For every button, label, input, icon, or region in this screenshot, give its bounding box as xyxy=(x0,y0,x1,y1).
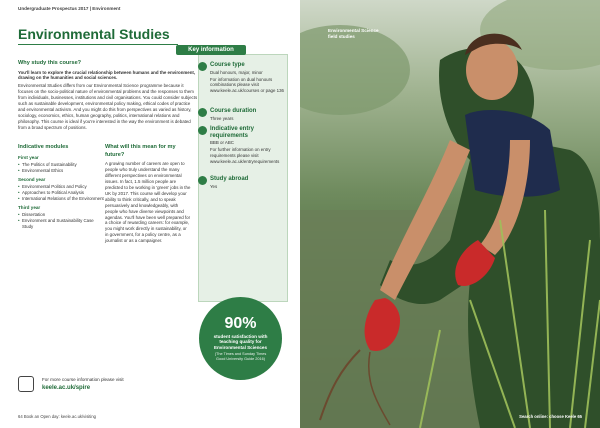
badge-source: (The Times and Sunday Times Good University Guide 2016) xyxy=(214,352,267,361)
satisfaction-badge xyxy=(199,297,282,380)
future-section xyxy=(105,144,191,244)
intro-section xyxy=(18,60,198,131)
field-study-photo xyxy=(300,0,600,428)
info-study-abroad xyxy=(210,176,290,190)
module-item: • Environmental Politics and Policy xyxy=(18,184,104,190)
year-1-label: First year xyxy=(18,154,39,160)
page-title: Environmental Studies xyxy=(18,26,170,42)
running-header: Undergraduate Prospectus 2017 | Environment xyxy=(18,6,121,11)
module-item: • Environmental Ethics xyxy=(18,168,104,174)
info-extra: For information on dual honours combinations please visit www.keele.ac.uk/courses or page 136 xyxy=(210,76,284,94)
module-item: • The Politics of Sustainability xyxy=(18,162,104,168)
course-type-icon xyxy=(198,62,207,71)
more-info xyxy=(18,374,178,396)
year-2-list xyxy=(18,184,104,202)
info-title: Course type xyxy=(210,62,245,68)
photo-page xyxy=(300,0,600,428)
badge-text: student satisfaction with teaching quality for Environmental Sciences xyxy=(213,333,268,350)
module-item: • Environment and Sustainability Case Study xyxy=(18,218,104,230)
pointer-icon xyxy=(18,376,34,392)
badge-percent: 90% xyxy=(224,314,257,332)
year-3-list xyxy=(18,212,104,230)
year-2-label: Second year xyxy=(18,176,46,182)
year-1-list xyxy=(18,162,104,174)
caption-line-2: field studies xyxy=(328,33,355,39)
clock-icon xyxy=(198,108,207,117)
module-item: • Dissertation xyxy=(18,212,104,218)
info-course-duration xyxy=(210,108,290,122)
info-title: Indicative entry requirements xyxy=(210,126,255,139)
key-information-tab: Key information xyxy=(176,45,246,55)
info-title: Course duration xyxy=(210,108,257,114)
future-heading: What will this mean for my future? xyxy=(105,144,176,158)
info-text: Dual honours, major, minor xyxy=(210,69,263,75)
more-info-text: For more course information please visit xyxy=(42,377,124,382)
info-title: Study abroad xyxy=(210,176,249,182)
footer-right: Search online: choose Keele 65 xyxy=(519,414,582,419)
future-body: A growing number of careers are open to people who truly understand the many different perspectives on environmental issues. In fact, 1.5 million people are predicted to be working in 'green' jobs in the UK by 2017. This course will develop your ability to think critically, and to speak persuasively and knowledgeably, with people who have diverse viewpoints and agendas. You'll have been well prepared for a choice of rewarding careers: for example, you might work directly in sustainability, or in government, for a policy centre, as a journalist or as a campaigner. xyxy=(105,161,191,244)
modules-heading: Indicative modules xyxy=(18,144,69,150)
year-3-label: Third year xyxy=(18,204,41,210)
more-info-link[interactable]: keele.ac.uk/spire xyxy=(42,385,91,391)
photo-caption xyxy=(328,28,379,39)
modules-section xyxy=(18,144,104,230)
info-text: BBB or ABC xyxy=(210,140,234,146)
title-rule xyxy=(18,44,178,45)
globe-icon xyxy=(198,176,207,185)
requirements-icon xyxy=(198,126,207,135)
info-course-type xyxy=(210,62,290,94)
footer-left: 64 Book an Open day: keele.ac.uk/visiting xyxy=(18,414,96,419)
info-entry-requirements xyxy=(210,126,290,165)
info-text: Yes xyxy=(210,183,218,189)
info-extra: For further information on entry requirements please visit www.keele.ac.uk/entryrequirements xyxy=(210,147,280,164)
caption-line-1: Environmental Science xyxy=(328,28,379,33)
intro-heading: Why study this course? xyxy=(18,60,82,66)
intro-lead: You'll learn to explore the crucial relationship between humans and the environment, drawing on the humanities and social sciences. xyxy=(18,69,196,81)
module-item: • Approaches to Political Analysis xyxy=(18,190,104,196)
info-text: Three years xyxy=(210,115,234,121)
module-item: • International Relations of the Environment xyxy=(18,196,104,202)
intro-body: Environmental Studies differs from our Environmental Science programme because it focuses on the socio-political nature of environmental problems and the responses to them from individuals, businesses, institutions and civil organisations. You could consider subjects such as sustainable development, environmental policy making, ethical codes of practice and environmental activism. And you might do this from perspectives as varied as history, sociology, economics, ethics, human geography, politics, international relations and philosophy. This course is ideal if you're interested in the way the environment is debated from a broad spectrum of positions. xyxy=(18,83,198,130)
